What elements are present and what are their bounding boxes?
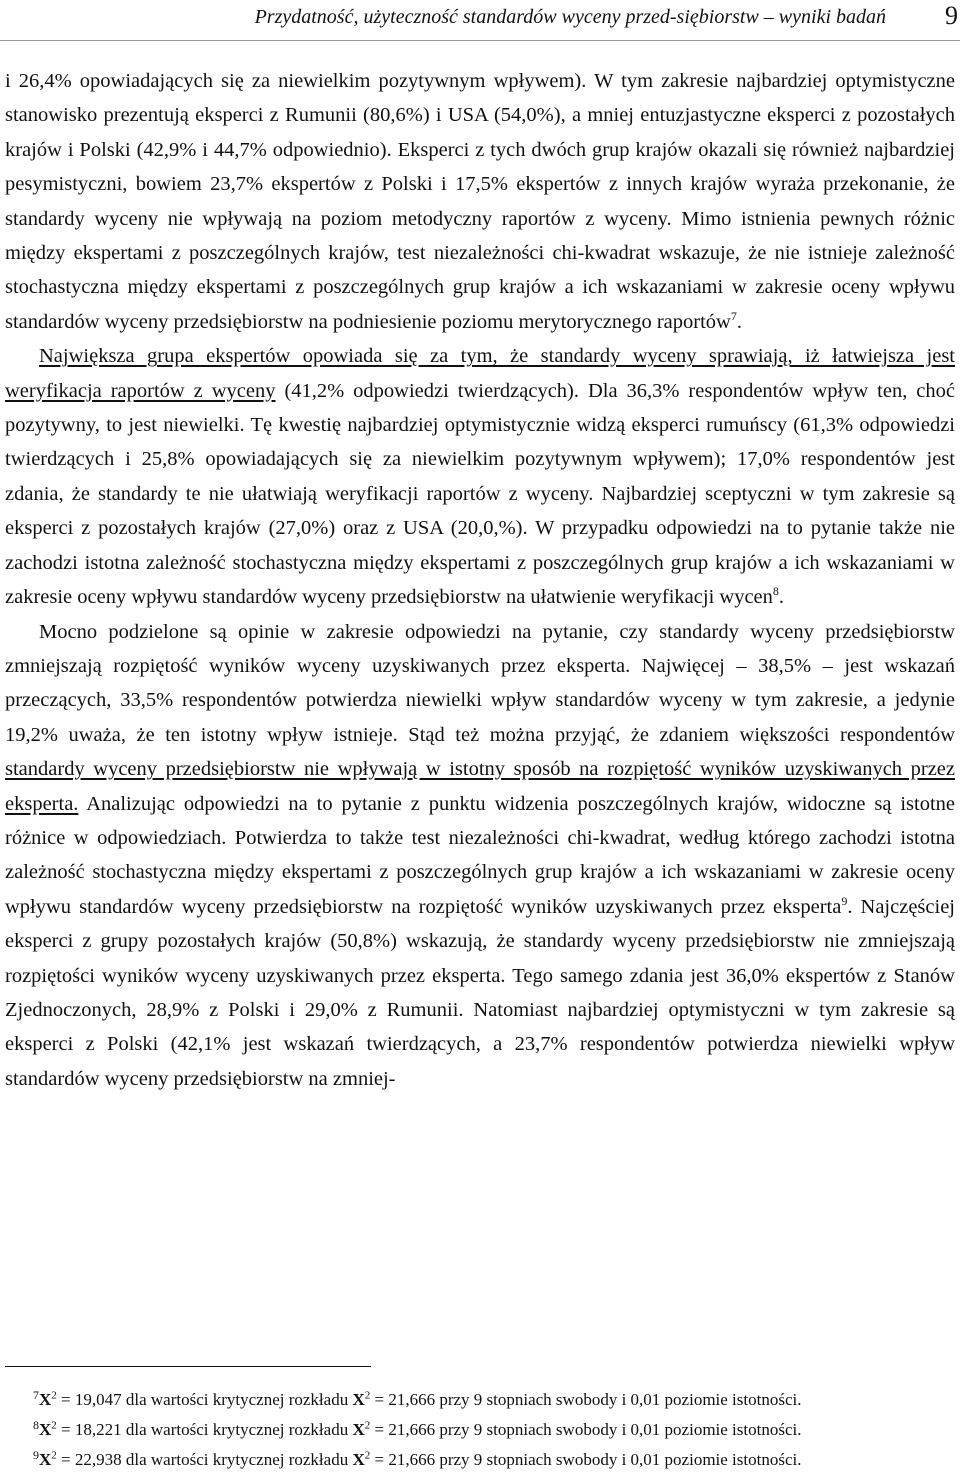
chi-exponent: 2 (364, 1419, 371, 1432)
chi-exponent: 2 (51, 1449, 57, 1462)
text-span: (41,2% odpowiedzi twierdzących). Dla 36,3% respondentów wpływ ten, choć pozytywny, to jest niewielki. Tę kwestię najbardziej optymistycznie widzą eksperci rumuńscy (61,3% odpowiedzi twierdzących i 25,8% opowiadających się za niewielkim pozytywnym wpływem); 17,0% respondentów jest zdania, że standardy te nie ułatwiają weryfikacji raportów z wyceny. Najbardziej sceptyczni w tym zakresie są eksperci z pozostałych krajów (27,0%) oraz z USA (20,0,%). W przypadku odpowiedzi na to pytanie także nie zachodzi istotna zależność stochastyczna między ekspertami z poszczególnych grup krajów a ich wskazaniami w zakresie oceny wpływu standardów wyceny przedsiębiorstw na ułatwienie weryfikacji wycen (5, 379, 955, 609)
chi-exponent: 2 (364, 1389, 371, 1402)
footnote-7 (5, 1385, 955, 1415)
text-span: Mocno podzielone są opinie w zakresie odpowiedzi na pytanie, czy standardy wyceny przedsiębiorstw zmniejszają rozpiętość wyników wyceny uzyskiwanych przez eksperta. Najwięcej – 38,5% – jest wskazań przeczących, 33,5% respondentów potwierdza niewielki wpływ standardów wyceny w tym zakresie, a jedynie 19,2% uważa, że ten istotny wpływ istnieje. Stąd też można przyjąć, że zdaniem większości respondentów (5, 620, 955, 746)
footnote-rule (5, 1366, 371, 1367)
chi-symbol: X (39, 1390, 52, 1409)
paragraph-p2 (5, 339, 955, 614)
underlined-text: Największa grupa ekspertów opowiada się za tym, że standardy wyceny sprawiają, iż łatwiejsza jest weryfikacja raportów z wyceny (5, 345, 955, 402)
chi-symbol: X (39, 1450, 52, 1469)
footnote-ref: 8 (772, 584, 779, 599)
footnote-number: 8 (33, 1418, 39, 1432)
footnotes (5, 1385, 955, 1475)
body-text (5, 64, 955, 1096)
footnote-ref: 9 (841, 893, 848, 908)
paragraph-p1 (5, 64, 955, 339)
footnote-text: = 21,666 przy 9 stopniach swobody i 0,01 poziomie istotności. (370, 1390, 802, 1409)
footnote-ref: 7 (730, 309, 737, 324)
chi-exponent: 2 (364, 1449, 371, 1462)
footnote-8 (5, 1415, 955, 1445)
footnote-text: = 22,938 dla wartości krytycznej rozkładu (56, 1450, 353, 1469)
footnote-text: = 21,666 przy 9 stopniach swobody i 0,01 poziomie istotności. (370, 1420, 802, 1439)
text-span: . (778, 586, 785, 609)
chi-symbol: X (352, 1390, 365, 1409)
header-rule (0, 40, 960, 41)
footnote-9 (5, 1445, 955, 1475)
chi-symbol: X (39, 1420, 52, 1439)
underlined-text: standardy wyceny przedsiębiorstw nie wpływają w istotny sposób na rozpiętość wyników uzyskiwanych przez eksperta. (5, 758, 955, 815)
footnote-text: = 19,047 dla wartości krytycznej rozkładu (56, 1390, 353, 1409)
running-title: Przydatność, użyteczność standardów wyceny przed-siębiorstw – wyniki badań (254, 6, 886, 28)
chi-exponent: 2 (51, 1419, 57, 1432)
text-span: . (736, 310, 742, 333)
chi-symbol: X (352, 1450, 365, 1469)
text-span: i 26,4% opowiadających się za niewielkim pozytywnym wpływem). W tym zakresie najbardziej optymistyczne stanowisko prezentują eksperci z Rumunii (80,6%) i USA (54,0%), a mniej entuzjastyczne eksperci z pozostałych krajów i Polski (42,9% i 44,7% odpowiednio). Eksperci z tych dwóch grup krajów okazali się również najbardziej pesymistyczni, bowiem 23,7% ekspertów z Polski i 17,5% ekspertów z innych krajów wyraża przekonanie, że standardy wyceny nie wpływają na poziom metodyczny raportów z wyceny. Mimo istnienia pewnych różnic między ekspertami z poszczególnych krajów, test niezależności chi-kwadrat wskazuje, że nie istnieje zależność stochastyczna między ekspertami z poszczególnych grup krajów a ich wskazaniami w zakresie oceny wpływu standardów wyceny przedsiębiorstw na podniesienie poziomu merytorycznego raportów (5, 70, 955, 333)
page-header (0, 0, 960, 42)
footnote-number: 7 (33, 1388, 39, 1402)
paragraph-p3 (5, 615, 955, 1097)
footnote-text: = 21,666 przy 9 stopniach swobody i 0,01 poziomie istotności. (370, 1450, 802, 1469)
text-span: Analizując odpowiedzi na to pytanie z punktu widzenia poszczególnych krajów, widoczne są istotne różnice w odpowiedziach. Potwierdza to także test niezależności chi-kwadrat, według którego zachodzi istotna zależność stochastyczna między ekspertami z poszczególnych grup krajów a ich wskazaniami w zakresie oceny wpływu standardów wyceny przedsiębiorstw na rozpiętość wyników uzyskiwanych przez eksperta (5, 792, 955, 918)
chi-symbol: X (352, 1420, 365, 1439)
text-span: . Najczęściej eksperci z grupy pozostałych krajów (50,8%) wskazują, że standardy wyceny przedsiębiorstw nie zmniejszają rozpiętości wyników wyceny uzyskiwanych przez eksperta. Tego samego zdania jest 36,0% ekspertów z Stanów Zjednoczonych, 28,9% z Polski i 29,0% z Rumunii. Natomiast najbardziej optymistyczni w tym zakresie są eksperci z Polski (42,1% jest wskazań twierdzących, a 23,7% respondentów potwierdza niewielki wpływ standardów wyceny przedsiębiorstw na zmniej- (5, 895, 955, 1090)
page-number: 9 (945, 1, 958, 30)
footnote-text: = 18,221 dla wartości krytycznej rozkładu (56, 1420, 353, 1439)
footnote-number: 9 (33, 1448, 39, 1462)
chi-exponent: 2 (51, 1389, 57, 1402)
